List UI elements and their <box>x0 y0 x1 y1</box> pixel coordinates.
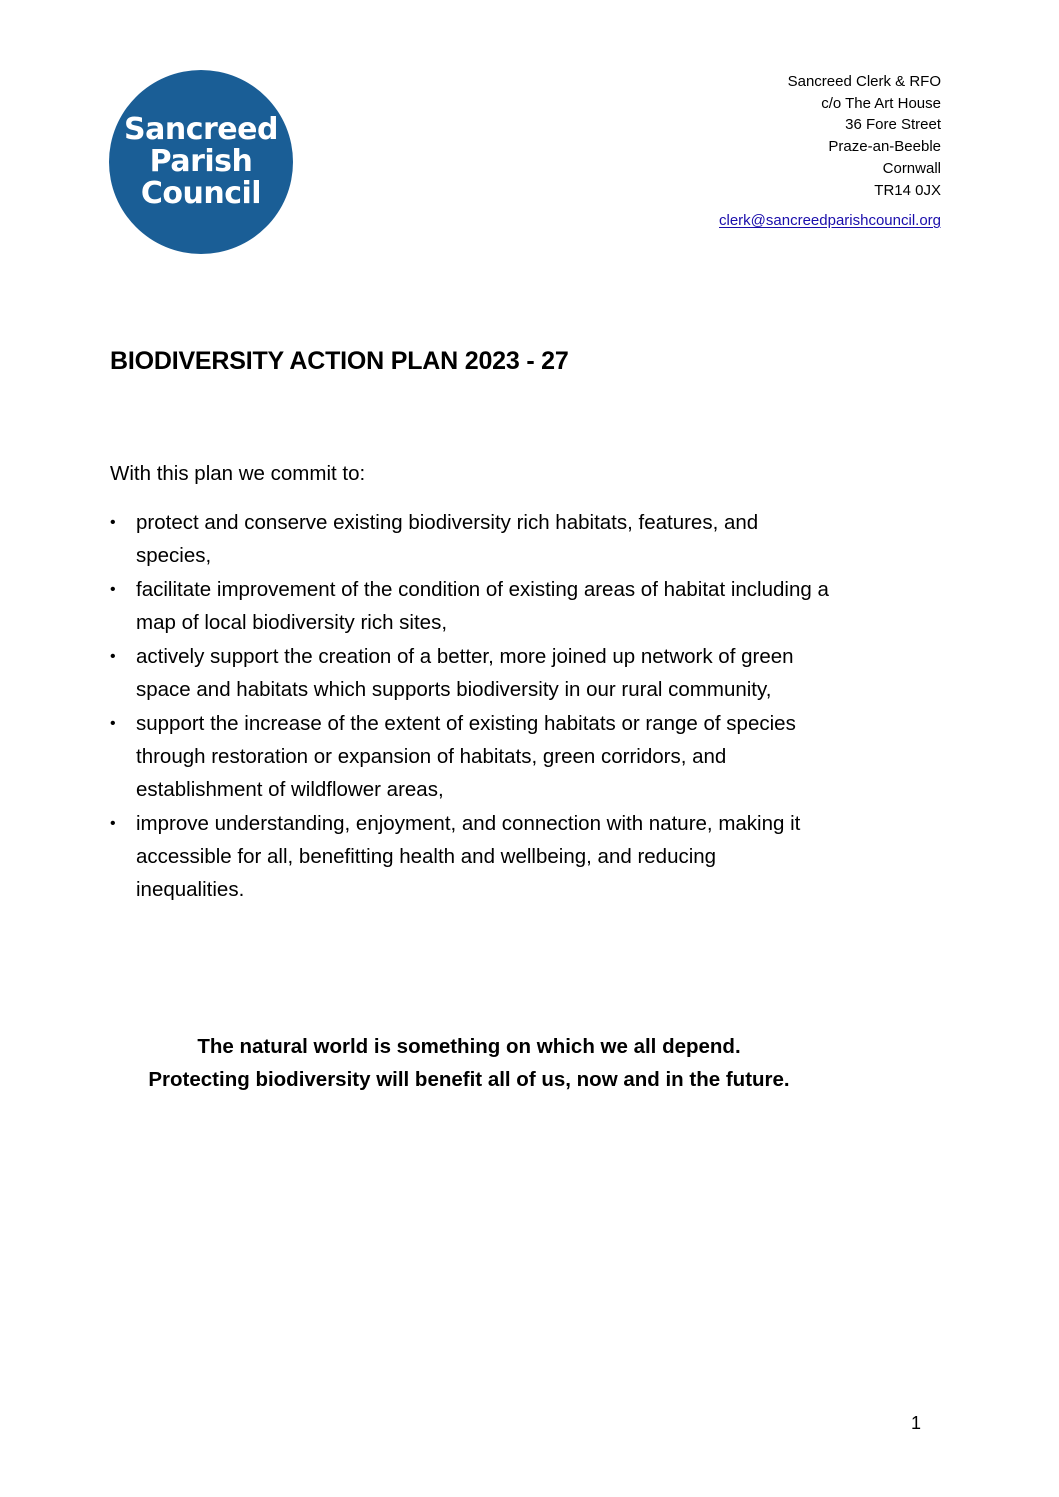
list-item <box>110 807 830 907</box>
bullet-icon: • <box>110 814 116 832</box>
page-title: BIODIVERSITY ACTION PLAN 2023 - 27 <box>110 347 569 375</box>
list-item <box>110 573 830 639</box>
commitment-text: facilitate improvement of the condition of existing areas of habitat including a map of local biodiversity rich sites, <box>136 577 829 635</box>
page-number: 1 <box>910 1413 921 1433</box>
commitment-text: improve understanding, enjoyment, and connection with nature, making it accessible for all, benefitting health and wellbeing, and reducing inequalities. <box>136 811 801 902</box>
commitment-text: actively support the creation of a better, more joined up network of green space and habitats which supports biodiversity in our rural community, <box>136 644 794 702</box>
list-item <box>110 506 830 572</box>
commitment-text: support the increase of the extent of existing habitats or range of species through restoration or expansion of habitats, green corridors, and establishment of wildflower areas, <box>136 711 796 802</box>
logo-line-1: Sancreed <box>124 112 278 147</box>
closing-line: The natural world is something on which we all depend. <box>197 1035 741 1058</box>
bullet-icon: • <box>110 714 116 732</box>
address-line: TR14 0JX <box>874 181 941 199</box>
address-line: Praze-an-Beeble <box>828 138 941 156</box>
address-line: Cornwall <box>882 159 941 177</box>
closing-line: Protecting biodiversity will benefit all of us, now and in the future. <box>148 1068 790 1091</box>
list-item <box>110 640 830 706</box>
logo-line-3: Council <box>140 176 262 211</box>
commitment-text: protect and conserve existing biodiversity rich habitats, features, and species, <box>136 511 759 568</box>
list-item <box>110 707 830 807</box>
bullet-icon: • <box>110 514 116 531</box>
commitments-list <box>110 506 830 907</box>
intro-text: With this plan we commit to: <box>110 462 366 485</box>
address-line: Sancreed Clerk & RFO <box>787 73 941 90</box>
address-block <box>788 71 941 201</box>
closing-statement <box>110 1030 828 1096</box>
council-logo <box>109 70 293 254</box>
bullet-icon: • <box>110 580 116 598</box>
email-link[interactable]: clerk@sancreedparishcouncil.org <box>719 212 941 229</box>
bullet-icon: • <box>110 647 116 665</box>
address-line: 36 Fore Street <box>845 116 941 134</box>
logo-line-2: Parish <box>149 144 253 179</box>
address-line: c/o The Art House <box>821 94 941 112</box>
